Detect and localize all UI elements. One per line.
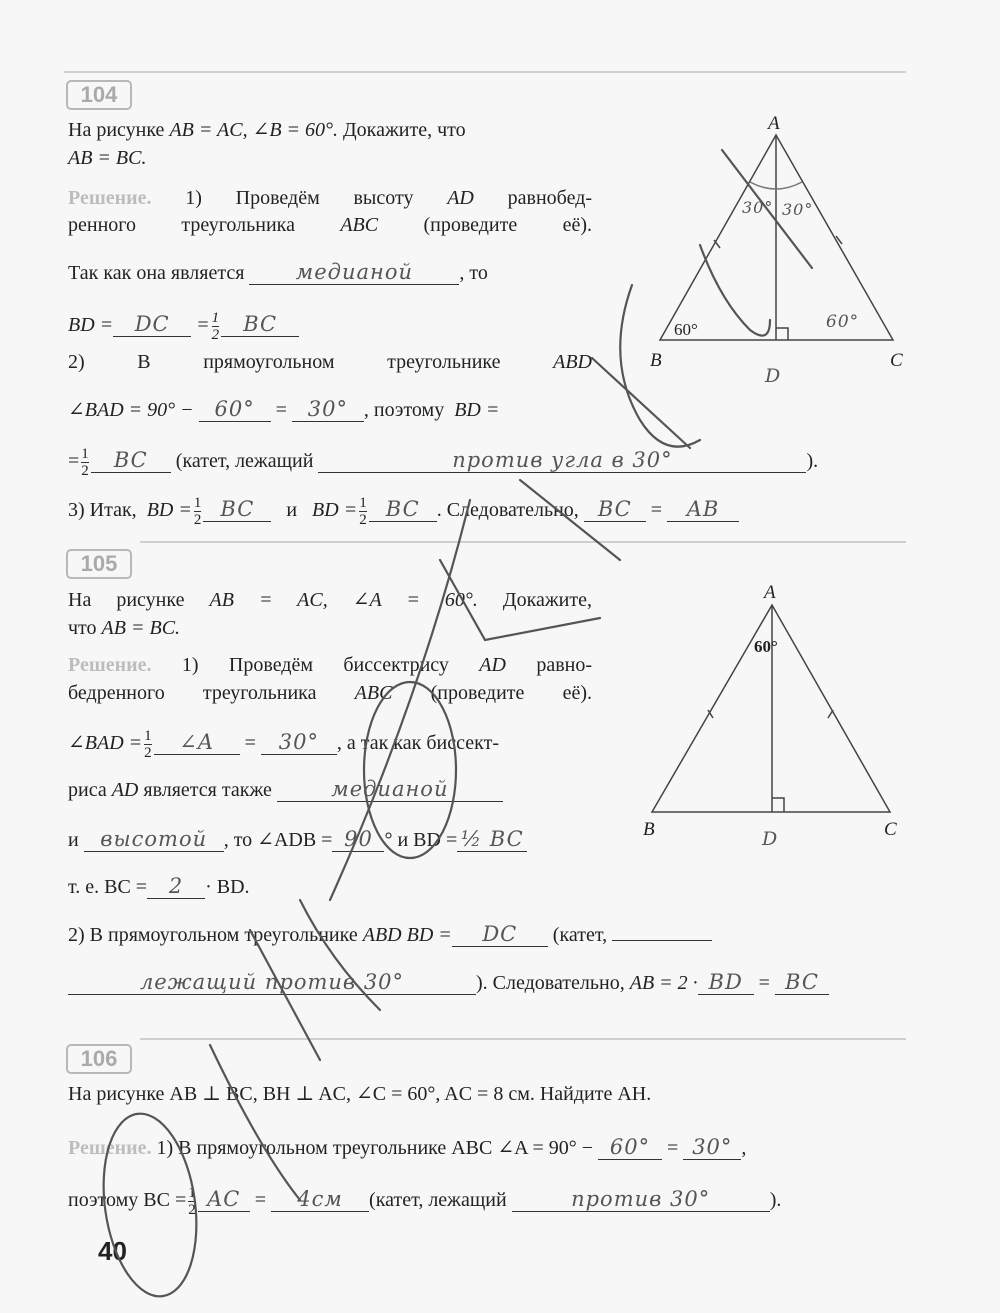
handwritten-answer: против угла в 30° [452, 448, 673, 473]
vertex-label-b: B [650, 350, 662, 371]
handwritten-answer: BC [785, 970, 819, 994]
p104-solution-line-4: BD = DC = $\frac{1}{2}$ BC [68, 310, 299, 343]
vertex-label-c: C [884, 819, 897, 840]
p104-statement-line-1: На рисунке AB = AC, ∠B = 60°. Докажите, что [68, 119, 466, 141]
vertex-label-a: A [768, 113, 780, 134]
p105-solution-line-6: т. е. BC = 2 · BD. [68, 874, 250, 898]
handwritten-answer: AC [207, 1187, 241, 1212]
handwritten-answer: DC [482, 922, 518, 946]
handwritten-answer: 4см [297, 1187, 343, 1212]
handwritten-answer: ∠A [179, 730, 215, 755]
p105-solution-line-5: и высотой , то ∠ADB = 90 ° и BD = ½ BC [68, 828, 527, 852]
p105-solution-line-2: бедренного треугольника ABC (проведите её). [68, 682, 593, 704]
pencil-scribbles [93, 150, 812, 1302]
triangle-104 [660, 135, 893, 340]
vertex-label-a: A [764, 582, 776, 603]
handwritten-answer: BC [113, 448, 148, 473]
handwritten-answer: против 30° [571, 1187, 711, 1212]
handwritten-answer: медианой [331, 777, 449, 801]
handwritten-answer: AB [686, 497, 720, 522]
p104-solution-line-6: ∠BAD = 90° − 60° = 30° , поэтому BD = [68, 397, 500, 421]
p106-solution-line-1: Решение. 1) В прямоугольном треугольнике ABC ∠A = 90° − 60° = 30° , [68, 1135, 747, 1159]
vertex-label-d: D [765, 365, 782, 387]
handwritten-answer: медианой [295, 260, 413, 284]
angle-c-label: 60° [826, 312, 860, 332]
angle-a1-label: 30° [742, 198, 774, 217]
p105-solution-line-4: риса AD является также медианой [68, 778, 503, 802]
p105-statement-line-2: что AB = BC. [68, 617, 181, 639]
p106-solution-line-2: поэтому BC = $\frac{1}{2}$ AC = 4см (катет, лежащий против 30° ). [68, 1185, 782, 1218]
p104-solution-line-7: = $\frac{1}{2}$ BC (катет, лежащий против угла в 30° ). [68, 446, 819, 479]
problem-number-105: 105 [66, 549, 132, 579]
problem-number-104: 104 [66, 80, 132, 110]
p105-solution-line-3: ∠BAD = $\frac{1}{2}$ ∠A = 30° , а так как биссект- [68, 728, 499, 761]
handwritten-answer: BC [597, 497, 632, 522]
vertex-label-d: D [762, 828, 779, 850]
p104-solution-line-3: Так как она является медианой , то [68, 260, 488, 284]
handwritten-answer: 30° [278, 730, 320, 755]
handwritten-answer: 2 [168, 874, 184, 898]
handwritten-answer: BD [708, 970, 743, 994]
handwritten-answer: ½ BC [460, 827, 524, 851]
handwritten-answer: 60° [609, 1135, 651, 1159]
handwritten-answer: высотой [100, 827, 208, 851]
handwritten-answer: BC [243, 312, 278, 337]
handwritten-answer: 90 [344, 827, 373, 851]
page-number: 40 [98, 1236, 127, 1266]
handwritten-answer: BC [220, 497, 255, 522]
p104-solution-line-1: Решение. 1) Проведём высоту AD равнобед- [68, 187, 593, 209]
p104-statement-line-2: AB = BC. [68, 147, 147, 169]
p106-statement: На рисунке AB ⊥ BC, BH ⊥ AC, ∠C = 60°, AC = 8 см. Найдите AH. [68, 1083, 652, 1105]
handwritten-answer: DC [134, 312, 170, 337]
p104-solution-line-5: 2) В прямоугольном треугольнике ABD [68, 351, 593, 373]
handwritten-answer: BC [385, 497, 420, 522]
handwritten-answer: 60° [214, 397, 255, 421]
handwritten-answer: 30° [692, 1135, 733, 1159]
p105-statement-line-1: На рисунке AB = AC, ∠A = 60°. Докажите, [68, 589, 592, 611]
angle-a2-label: 30° [782, 200, 814, 219]
angle-b-label: 60° [674, 320, 698, 339]
handwritten-answer: 30° [307, 397, 349, 421]
p105-solution-line-7: 2) В прямоугольном треугольнике ABD BD = DC (катет, [68, 923, 712, 947]
vertex-label-b: B [643, 819, 655, 840]
p105-solution-line-8: лежащий против 30° ). Следовательно, AB = 2 · BD = BC [68, 971, 829, 995]
problem-number-106: 106 [66, 1044, 132, 1074]
p105-solution-line-1: Решение. 1) Проведём биссектрису AD равно- [68, 654, 593, 676]
p104-solution-line-8: 3) Итак, BD = $\frac{1}{2}$ BC и BD = $\frac{1}{2}$ BC . Следовательно, BC = AB [68, 495, 739, 528]
handwritten-answer: лежащий против 30° [139, 970, 405, 994]
angle-a-label: 60° [754, 637, 778, 656]
vertex-label-c: C [890, 350, 903, 371]
p104-solution-line-2: ренного треугольника ABC (проведите её). [68, 214, 593, 236]
